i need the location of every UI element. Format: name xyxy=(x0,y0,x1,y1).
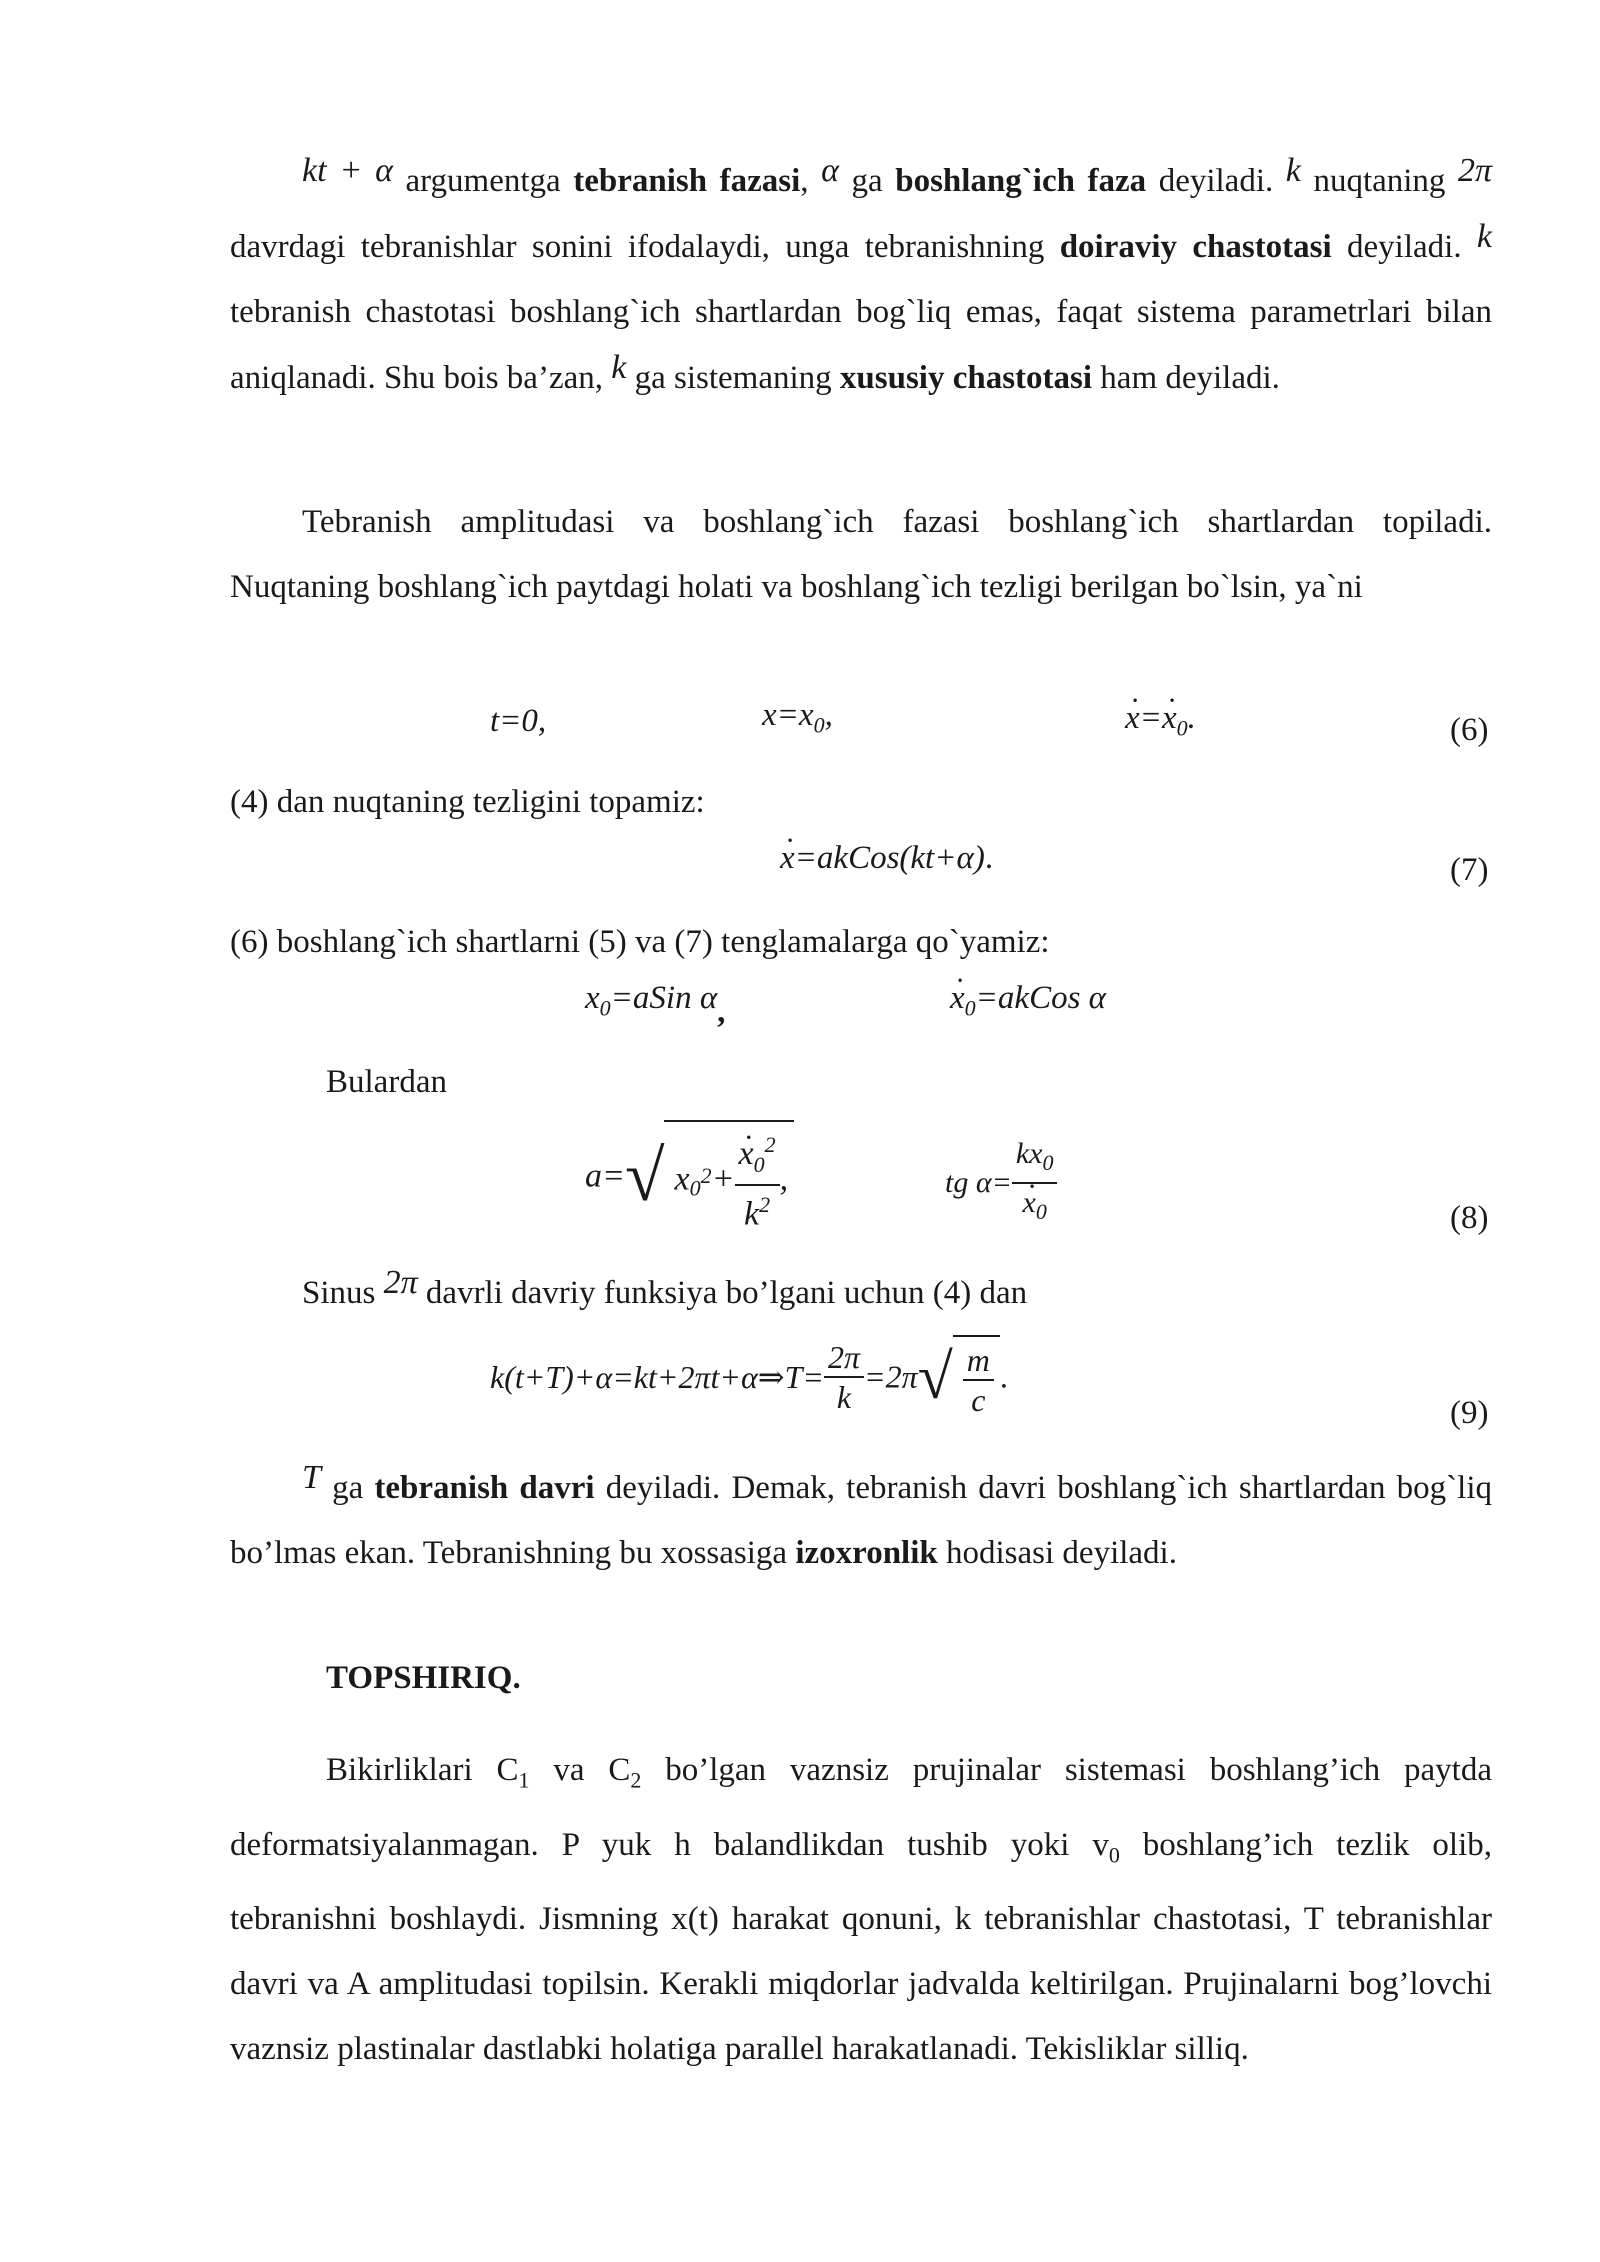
radicand xyxy=(953,1335,1000,1419)
text: a= xyxy=(585,1157,625,1195)
radicand xyxy=(664,1120,794,1233)
term-circular-frequency: doiraviy chastotasi xyxy=(1059,229,1332,265)
text: , xyxy=(717,994,726,1030)
text: =akCos α xyxy=(975,980,1106,1016)
text: bo’lgan vaznsiz prujinalar sistemasi boshlang’ich paytda deformatsiyalanmagan. P yuk h balandlikdan tushib yoki v xyxy=(230,1752,1492,1863)
text: x xyxy=(674,1160,690,1198)
text: deyiladi. Demak, tebranish davri boshlang`ich shartlardan bog`liq bo’lmas ekan. Tebranishning bu xossasiga xyxy=(230,1470,1492,1571)
text: . xyxy=(984,840,994,876)
text: nuqtaning xyxy=(1300,163,1458,199)
line-bulardan: Bulardan xyxy=(326,1064,447,1100)
subscript: 1 xyxy=(518,1767,530,1793)
radical-sign: √ xyxy=(917,1341,953,1412)
text: hodisasi deyiladi. xyxy=(937,1535,1177,1571)
formula-alpha: α xyxy=(821,152,839,189)
text: x xyxy=(585,980,600,1016)
formula-k: k xyxy=(1285,152,1301,189)
xdot: · x xyxy=(950,980,965,1017)
subscript: 2 xyxy=(630,1767,642,1793)
text: ga sistemaning xyxy=(626,360,840,396)
text: va C xyxy=(529,1752,631,1788)
numerator: m xyxy=(963,1341,994,1381)
square-root xyxy=(918,1335,1000,1419)
term-natural-frequency: xususiy chastotasi xyxy=(839,360,1093,396)
text: deyiladi. xyxy=(1146,163,1286,199)
eq6-x xyxy=(762,697,833,739)
formula-kt-alpha: kt + α xyxy=(302,152,393,189)
term-phase: tebranish fazasi xyxy=(573,163,801,199)
radical-sign: √ xyxy=(624,1136,665,1217)
text: k xyxy=(744,1195,760,1233)
text: =aSin α xyxy=(610,980,718,1016)
eq-x0-sin xyxy=(585,980,726,1030)
denominator: k xyxy=(836,1379,852,1415)
square-root xyxy=(625,1120,794,1233)
text: tg α= xyxy=(945,1166,1012,1199)
term-isochronism: izoxronlik xyxy=(795,1535,938,1571)
paragraph-initial-conditions: Tebranish amplitudasi va boshlang`ich fazasi boshlang`ich shartlardan topiladi. Nuqtaning boshlang`ich paytdagi holati va boshlang`ich tezligi berilgan bo`lsin, ya`ni xyxy=(230,504,1492,605)
fraction xyxy=(735,1126,780,1233)
superscript: 2 xyxy=(700,1163,712,1189)
text: kx xyxy=(1015,1137,1043,1170)
xdot: · x xyxy=(1162,700,1177,737)
subscript: 0 xyxy=(1042,1150,1054,1175)
text: k(t+T)+α=kt+2πt+α⇒T= xyxy=(490,1359,824,1395)
paragraph-period-definition xyxy=(230,1455,1492,1586)
text: ga xyxy=(320,1470,375,1506)
subscript: 0 xyxy=(813,712,825,738)
text: argumentga xyxy=(392,163,574,199)
text: davrli davriy funksiya bo’lgani uchun (4) dan xyxy=(417,1275,1028,1311)
denominator xyxy=(735,1186,780,1233)
equation-number-8: (8) xyxy=(1450,1200,1489,1236)
text: =2π xyxy=(864,1358,918,1395)
fraction xyxy=(824,1338,864,1416)
text: ga xyxy=(838,163,896,199)
formula-T: T xyxy=(302,1459,321,1496)
subscript: 0 xyxy=(1176,715,1188,741)
text: boshlang’ich tezlik olib, tebranishni boshlaydi. Jismning x(t) harakat qonuni, k tebranishlar chastotasi, T tebranishlar davri va A amplitudasi topilsin. Kerakli miqdorlar jadvalda keltirilgan. Prujinalarni bog’lovchi vaznsiz plastinalar dastlabki holatiga parallel harakatlanadi. Tekisliklar silliq. xyxy=(230,1826,1493,2068)
formula-2pi: 2π xyxy=(383,1264,418,1301)
text: . xyxy=(1187,700,1196,736)
line-substitute: (6) boshlang`ich shartlarni (5) va (7) tenglamalarga qo`yamiz: xyxy=(230,924,1050,960)
text: Sinus xyxy=(302,1275,384,1311)
subscript: 0 xyxy=(1108,1842,1120,1868)
subscript: 0 xyxy=(599,995,611,1021)
denominator: c xyxy=(971,1382,986,1418)
term-period: tebranish davri xyxy=(374,1470,595,1506)
line-sinus xyxy=(230,1260,1492,1326)
text: tebranish chastotasi boshlang`ich shartlardan bog`liq emas, faqat sistema parametrlari bilan aniqlanadi. Shu bois ba’zan, xyxy=(230,294,1492,396)
superscript: 2 xyxy=(764,1132,776,1157)
fraction xyxy=(963,1341,994,1419)
numerator xyxy=(735,1126,780,1186)
text: . xyxy=(999,1358,1008,1395)
formula-k: k xyxy=(1476,218,1492,255)
equation-number-7: (7) xyxy=(1450,852,1489,888)
text: deyiladi. xyxy=(1331,229,1477,265)
eq7: · x=akCos(kt+α). xyxy=(780,840,993,877)
subscript: 0 xyxy=(689,1175,701,1201)
text: davrdagi tebranishlar sonini ifodalaydi, unga tebranishning xyxy=(230,229,1060,265)
eq8-amplitude xyxy=(585,1120,794,1233)
subscript: 0 xyxy=(964,995,976,1021)
equation-number-9: (9) xyxy=(1450,1395,1489,1431)
xdot: · x xyxy=(1022,1184,1035,1222)
fraction xyxy=(1012,1135,1058,1231)
eq-x0dot-cos xyxy=(950,980,1106,1022)
eq6-xdot: · $x=\cdot x_0$. xyxy=(1125,700,1196,742)
text: + xyxy=(711,1160,735,1198)
text: ham deyiladi. xyxy=(1092,360,1280,396)
text: x=x xyxy=(762,697,814,733)
text: , xyxy=(800,163,822,199)
xdot: · x xyxy=(1125,700,1140,737)
section-heading-task: TOPSHIRIQ. xyxy=(326,1660,521,1696)
denominator xyxy=(1012,1184,1058,1231)
subscript: 0 xyxy=(1035,1199,1047,1224)
text: , xyxy=(779,1160,789,1198)
xdot: · x xyxy=(780,840,795,877)
paragraph-phase-definition xyxy=(230,148,1492,411)
subscript: 0 xyxy=(753,1152,765,1178)
equation-number-6: (6) xyxy=(1450,712,1489,748)
formula-k: k xyxy=(611,349,627,386)
eq9-period xyxy=(490,1335,1008,1419)
superscript: 2 xyxy=(759,1192,771,1218)
term-initial-phase: boshlang`ich faza xyxy=(895,163,1147,199)
xdot: · x xyxy=(739,1135,754,1173)
text: , xyxy=(824,697,833,733)
eq6-t: t=0, xyxy=(490,703,547,739)
text: Bikirliklari C xyxy=(326,1752,519,1788)
eq8-tangent xyxy=(945,1135,1057,1231)
formula-2pi: 2π xyxy=(1457,152,1493,189)
paragraph-task xyxy=(230,1738,1492,2082)
numerator: 2π xyxy=(824,1338,864,1378)
line-velocity: (4) dan nuqtaning tezligini topamiz: xyxy=(230,784,705,820)
